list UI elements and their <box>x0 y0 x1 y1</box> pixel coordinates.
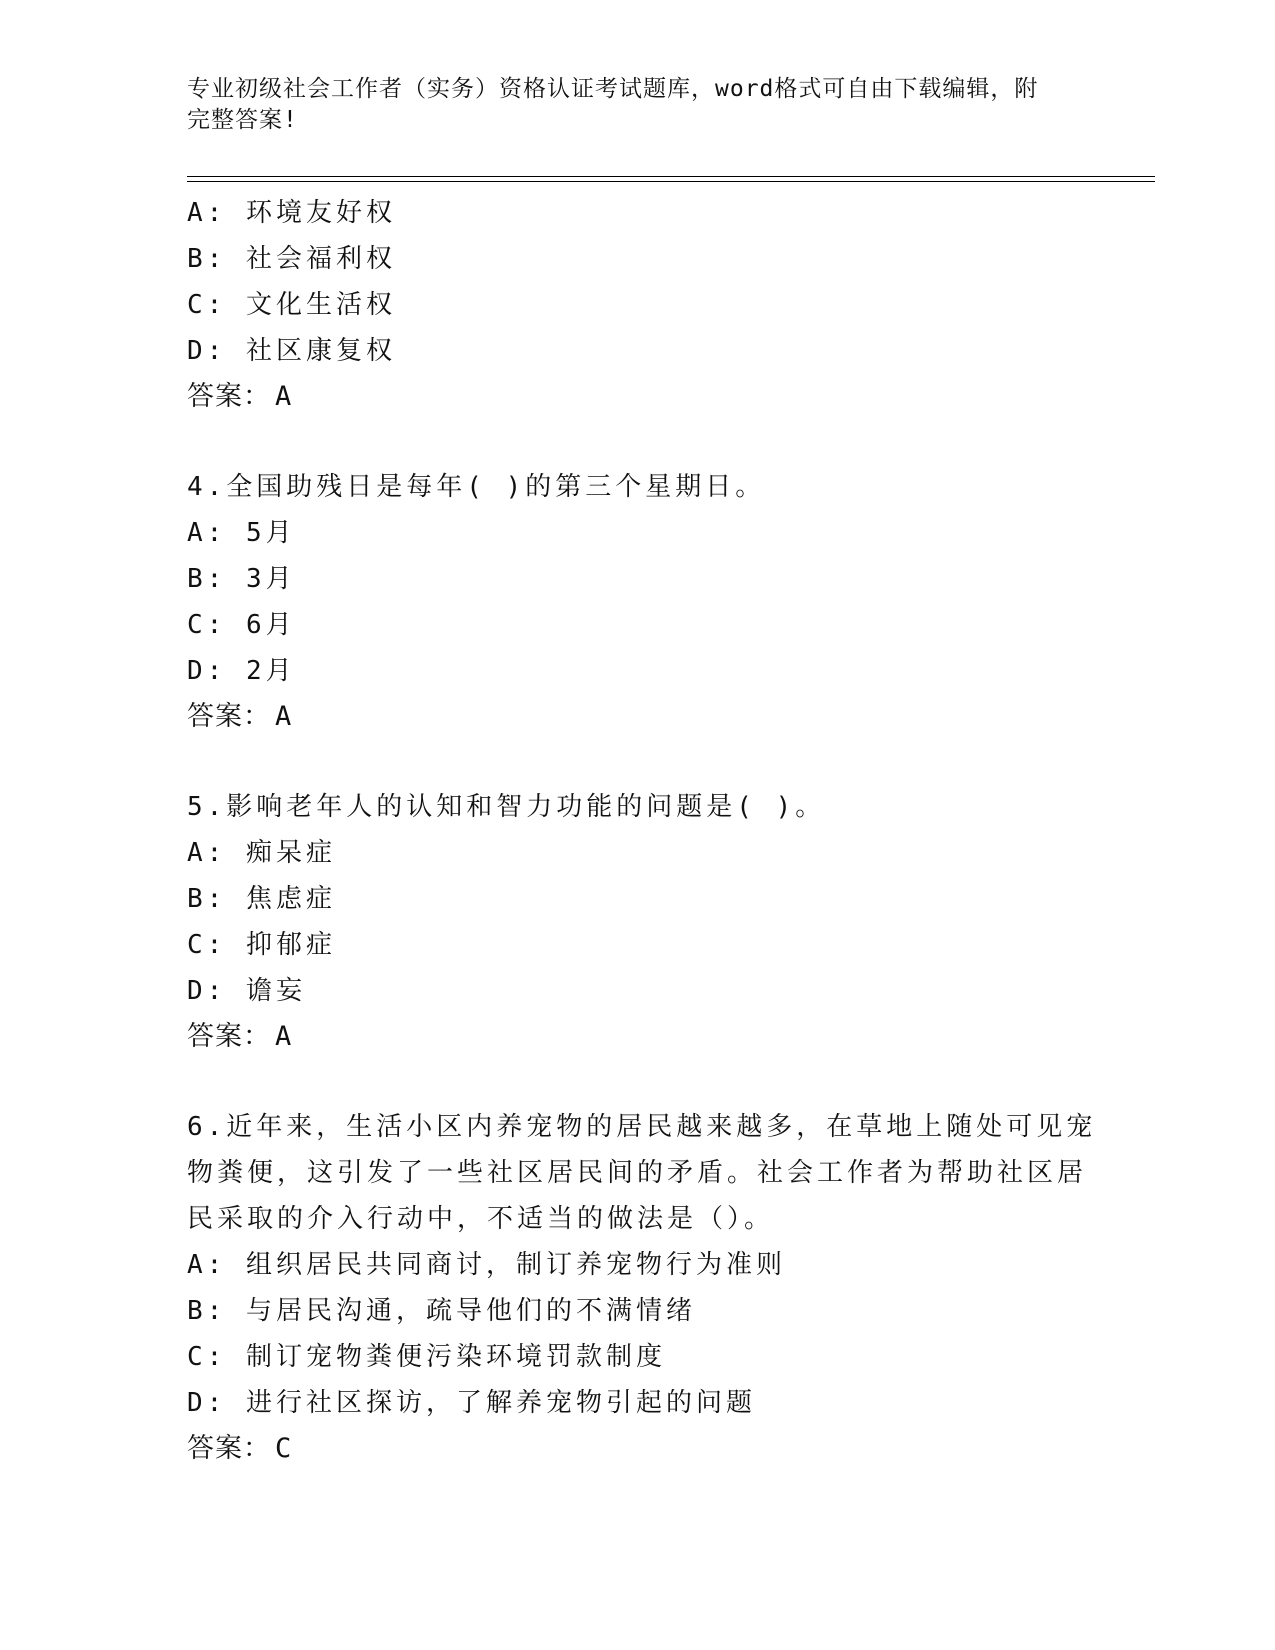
option-a: A: 环境友好权 <box>187 198 396 228</box>
option-c: C: 6月 <box>187 610 296 640</box>
option-b: B: 焦虑症 <box>187 884 336 914</box>
answer-label: 答案： <box>187 1433 271 1464</box>
answer-line <box>187 1014 1087 1060</box>
question-stem: 4.全国助残日是每年( )的第三个星期日。 <box>187 472 766 502</box>
option-c: C: 抑郁症 <box>187 930 336 960</box>
header-line-2: 完整答案! <box>187 107 298 133</box>
question-gap <box>187 1060 1087 1104</box>
option-d: D: 社区康复权 <box>187 336 396 366</box>
option-b: B: 社会福利权 <box>187 244 396 274</box>
question-3 <box>187 190 1087 420</box>
question-4 <box>187 464 1087 740</box>
header-divider-bottom <box>187 181 1155 182</box>
question-gap <box>187 740 1087 784</box>
question-stem-line-1: 6.近年来，生活小区内养宠物的居民越来越多，在草地上随处可见宠 <box>187 1112 1097 1142</box>
question-5 <box>187 784 1087 1060</box>
question-list <box>187 190 1097 1472</box>
answer-line <box>187 374 1087 420</box>
question-stem-line-2: 物粪便，这引发了一些社区居民间的矛盾。社会工作者为帮助社区居 <box>187 1158 1088 1188</box>
answer-label: 答案： <box>187 1021 271 1052</box>
page-header <box>187 74 1067 136</box>
question-gap <box>187 420 1087 464</box>
option-d: D: 谵妄 <box>187 976 306 1006</box>
answer-line <box>187 1426 1087 1472</box>
option-b: B: 与居民沟通，疏导他们的不满情绪 <box>187 1296 696 1326</box>
header-line-1: 专业初级社会工作者（实务）资格认证考试题库，word格式可自由下载编辑，附 <box>187 76 1039 102</box>
option-a: A: 组织居民共同商讨，制订养宠物行为准则 <box>187 1250 786 1280</box>
answer-value: A <box>275 1021 293 1052</box>
option-c: C: 制订宠物粪便污染环境罚款制度 <box>187 1342 666 1372</box>
option-c: C: 文化生活权 <box>187 290 396 320</box>
answer-value: C <box>275 1433 293 1464</box>
answer-label: 答案： <box>187 701 271 732</box>
answer-value: A <box>275 701 293 732</box>
question-stem-line-3: 民采取的介入行动中，不适当的做法是（）。 <box>187 1204 775 1234</box>
option-a: A: 5月 <box>187 518 296 548</box>
answer-label: 答案： <box>187 381 271 412</box>
option-a: A: 痴呆症 <box>187 838 336 868</box>
answer-line <box>187 694 1087 740</box>
option-b: B: 3月 <box>187 564 296 594</box>
option-d: D: 2月 <box>187 656 296 686</box>
option-d: D: 进行社区探访，了解养宠物引起的问题 <box>187 1388 756 1418</box>
header-divider-top <box>187 176 1155 177</box>
question-6 <box>187 1104 1097 1472</box>
answer-value: A <box>275 381 293 412</box>
question-stem: 5.影响老年人的认知和智力功能的问题是( )。 <box>187 792 826 822</box>
